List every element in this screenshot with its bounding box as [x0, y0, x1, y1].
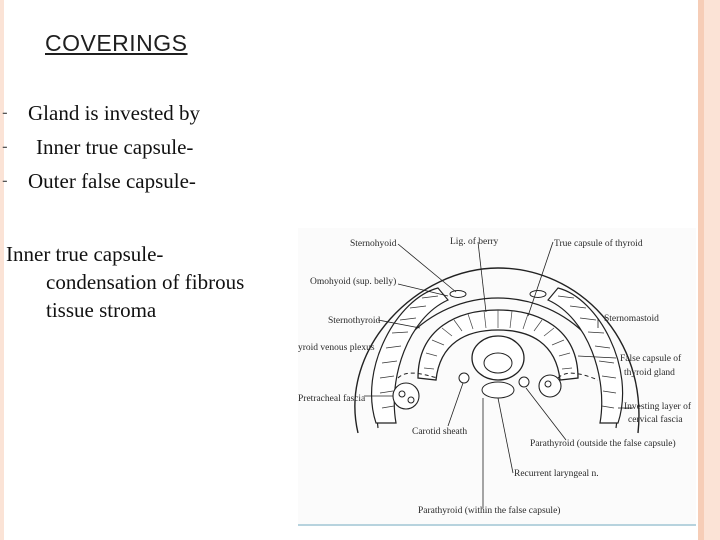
- thyroid-cross-section-figure: [298, 228, 696, 526]
- label-pretracheal: Pretracheal fascia: [298, 394, 366, 404]
- label-sternomastoid: Sternomastoid: [604, 314, 659, 324]
- bullet-marker: -: [2, 103, 8, 122]
- label-venous-plexus: yroid venous plexus: [298, 343, 375, 353]
- bullet-text: Outer false capsule-: [28, 169, 196, 193]
- thyroid-diagram: [298, 228, 696, 524]
- bullet-text: Inner true capsule-: [36, 135, 194, 159]
- label-parathyroid-outside: Parathyroid (outside the false capsule): [530, 439, 676, 449]
- label-false-capsule-1: False capsule of: [620, 354, 682, 364]
- paragraph-line: condensation of fibrous: [46, 270, 245, 294]
- label-carotid-sheath: Carotid sheath: [412, 427, 468, 437]
- label-parathyroid-within: Parathyroid (within the false capsule): [418, 506, 561, 516]
- label-sternohyoid: Sternohyoid: [350, 239, 397, 249]
- label-omohyoid: Omohyoid (sup. belly): [310, 277, 397, 287]
- label-investing-2: cervical fascia: [628, 415, 683, 425]
- bullet-marker: -: [2, 171, 8, 190]
- paragraph-line: tissue stroma: [46, 298, 157, 322]
- label-true-capsule: True capsule of thyroid: [554, 239, 643, 249]
- label-sternothyroid: Sternothyroid: [328, 316, 381, 326]
- bullet-marker: -: [2, 137, 8, 156]
- bullet-text: Gland is invested by: [28, 101, 201, 125]
- label-lig-berry: Lig. of berry: [450, 237, 499, 247]
- body-paragraph: [6, 240, 244, 324]
- left-accent-border: [0, 0, 4, 540]
- label-recurrent-laryngeal: Recurrent laryngeal n.: [514, 469, 599, 479]
- label-false-capsule-2: thyroid gland: [624, 368, 675, 378]
- label-investing-1: Investing layer of: [624, 402, 692, 412]
- slide-title: COVERINGS: [45, 30, 188, 56]
- paragraph-line: Inner true capsule-: [6, 242, 164, 266]
- right-accent-stripe: [698, 0, 704, 540]
